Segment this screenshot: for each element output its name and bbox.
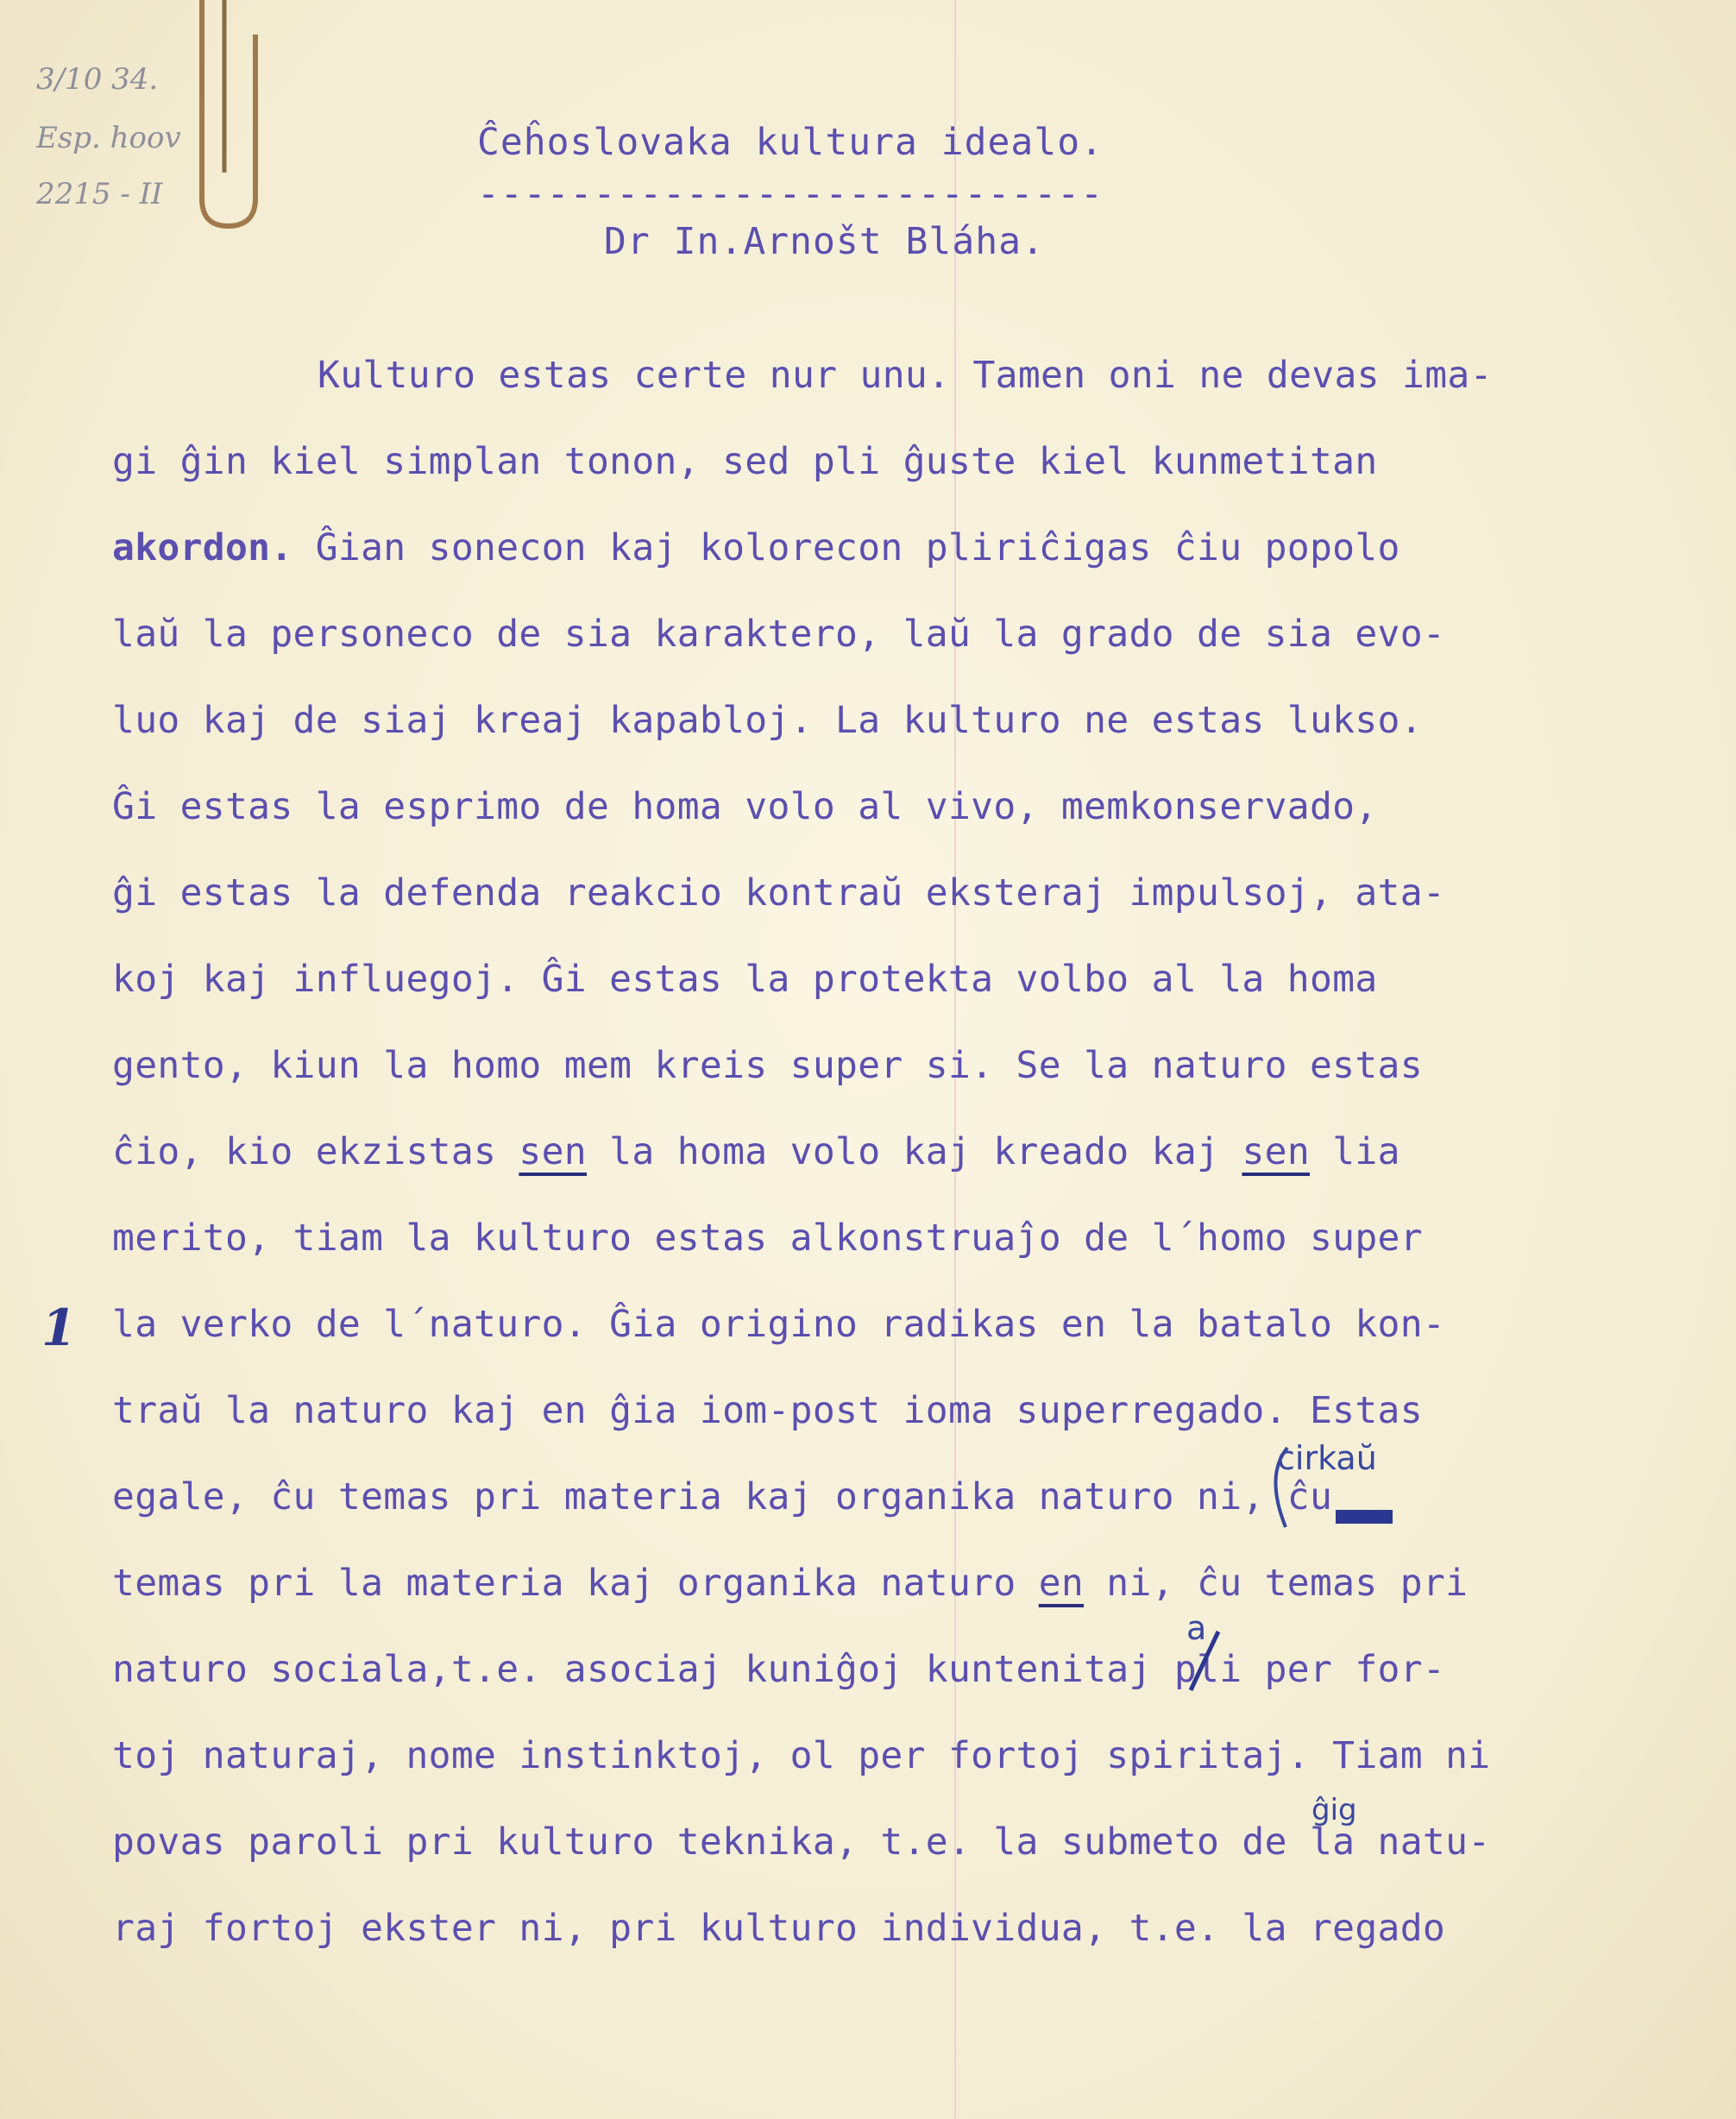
title-separator: --------------------------- bbox=[477, 173, 1104, 216]
pencil-note-code: 2215 - II bbox=[36, 177, 163, 211]
text-line: gi ĝin kiel simplan tonon, sed pli ĝuste kiel kunmetitan bbox=[112, 440, 1378, 483]
text-line: Kulturo estas certe nur unu. Tamen oni ne devas ima- bbox=[318, 354, 1493, 397]
text-line: luo kaj de siaj kreaj kapabloj. La kulturo ne estas lukso. bbox=[112, 699, 1423, 742]
pencil-note-lang: Esp. hoov bbox=[36, 121, 181, 155]
document-title: Ĉeĥoslovaka kultura idealo. bbox=[477, 121, 1104, 164]
text-line: naturo sociala,t.e. asociaj kuniĝoj kuntenitaj pli per for- bbox=[112, 1648, 1446, 1691]
underlined-word: en bbox=[1038, 1562, 1085, 1605]
margin-number: 1 bbox=[41, 1298, 77, 1357]
text-line: merito, tiam la kulturo estas alkonstruaĵo de l´homo super bbox=[112, 1217, 1423, 1260]
text-line: raj fortoj ekster ni, pri kulturo individua, t.e. la regado bbox=[112, 1907, 1446, 1950]
text-line: Ĝi estas la esprimo de homa volo al vivo, memkonservado, bbox=[112, 785, 1378, 828]
inserted-word: cirkaŭ bbox=[1277, 1439, 1377, 1477]
struck-out-word bbox=[1336, 1510, 1393, 1524]
text-line: egale, ĉu temas pri materia kaj organika naturo ni, ĉu bbox=[112, 1475, 1333, 1519]
text-line: akordon. Ĝian sonecon kaj kolorecon pliriĉigas ĉiu popolo bbox=[112, 526, 1400, 569]
correction-slash-icon bbox=[1182, 1626, 1225, 1695]
text-line: povas paroli pri kulturo teknika, t.e. la submeto de la natu- bbox=[112, 1820, 1491, 1864]
pencil-note-date: 3/10 34. bbox=[36, 62, 159, 97]
text-line: koj kaj influegoj. Ĝi estas la protekta volbo al la homa bbox=[112, 958, 1378, 1001]
inserted-letter: a bbox=[1186, 1609, 1207, 1647]
text-line: laŭ la personeco de sia karaktero, laŭ la grado de sia evo- bbox=[112, 613, 1446, 656]
text-line: gento, kiun la homo mem kreis super si. Se la naturo estas bbox=[112, 1044, 1423, 1087]
paperclip-icon bbox=[190, 0, 267, 237]
insertion-caret-icon bbox=[1261, 1441, 1296, 1536]
text-line: toj naturaj, nome instinktoj, ol per fortoj spiritaj. Tiam ni bbox=[112, 1734, 1491, 1777]
underlined-word: sen bbox=[519, 1130, 587, 1173]
text-line: temas pri la materia kaj organika naturo en ni, ĉu temas pri bbox=[112, 1562, 1469, 1605]
underlined-word: sen bbox=[1242, 1130, 1311, 1173]
text-line: ĝi estas la defenda reakcio kontraŭ eksteraj impulsoj, ata- bbox=[112, 871, 1446, 915]
document-author: Dr In.Arnošt Bláha. bbox=[604, 220, 1045, 263]
text-line: ĉio, kio ekzistas sen la homa volo kaj kreado kaj sen lia bbox=[112, 1130, 1400, 1173]
inserted-letters: ĝig bbox=[1311, 1793, 1357, 1827]
text-line: traŭ la naturo kaj en ĝia iom-post ioma superregado. Estas bbox=[112, 1389, 1423, 1432]
text-line: la verko de l´naturo. Ĝia origino radikas en la batalo kon- bbox=[112, 1303, 1446, 1346]
